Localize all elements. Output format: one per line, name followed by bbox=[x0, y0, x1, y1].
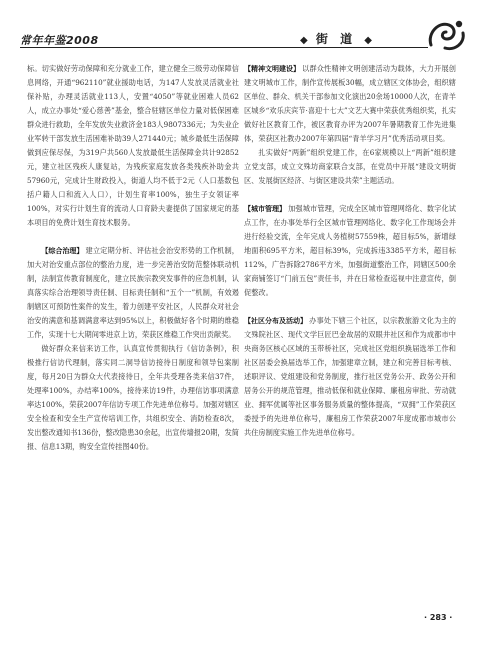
paragraph-text: 办事处下辖三个社区，以宗教旅游文化为主的文殊院社区、现代文学巨匠巴金故居的双眼井社区和作为成都市中央商务区核心区域的玉带桥社区，完成社区党组织换届选举工作和社区居委会换届选举工作，加强建章立制，建立和完善目标考核、述职评议、党组建设和党务制度，推行社区党务公开、政务公开和居务公开的规范管理，推动低保和就业保障、廉租房审批、劳动就业、拥军优属等社区事务服务质量的整体提高，“双拥”工作荣获区委授予的先进单位称号，廉租房工作荣获2007年度成都市城市公共住房制度实施工作先进单位称号。 bbox=[244, 316, 456, 437]
paragraph-petitions: 做好群众来信来访工作，认真宣传贯彻执行《信访条例》，积极推行信访代理制，落实同二洞导信访接待日制度和领导包案制度，每月20日为群众大代表接待日，全年共受理各类来信37件，处理率100%，办结率100%，接待来访19件，办理信访事项满意率达100%，荣获2007年信访专项工作先进单位称号。加强对辖区安全检查和安全生产宣传培训工作，共组织安全、消防检查8次，发出整改通知书136份，整改隐患30余起，出宣传墙报20期，发简报、信息13期，购安全宣传挂图40份。 bbox=[27, 344, 239, 451]
left-column bbox=[27, 62, 239, 454]
paragraph-text: 加强城市管理，完成全区城市管理网络化、数字化试点工作，在办事处举行全区城市管理网络化、数字化工作现场会并进行经验交流，全年完成人务植树57559株，超目标5%，新增绿地面积695平方米，超目标39%，完成拆违3385平方米，超目标112%，广告拆除2786平方米，加强街道整治工作，同辖区500余家商铺签订“门前五包”责任书，并在日常检查巡视中注意宣传，倒促整改。 bbox=[244, 204, 456, 297]
paragraph-community bbox=[244, 314, 456, 440]
section-title bbox=[300, 30, 372, 47]
right-column bbox=[244, 62, 456, 440]
page-header bbox=[0, 0, 480, 56]
paragraph-social-security: 标。切实做好劳动保障和充分就业工作，建立健全三级劳动保障信息网络，开通“962110”就业援助电话，为147人发放灵活就业社保补贴，办理灵活就业113人，安置“4050”等就业困难人员62人，成立办事处“爱心慈善”基金，整合驻辖区单位力量对低保困难群众进行救助，全年发放失业救济金183人9807336元；为失业企业军转干部发放生活困难补助39人271440元；城乡最低生活保障做到应保尽保，为319户共560人发放最低生活保障金共计92852元，建立社区残疾人康复站，为残疾家庭发放各类残疾补助金共57960元，完成计生财政投入，街道人均不低于2元（人口基数包括户籍人口和流入人口），计划生育率100%，独生子女领证率100%，对实行计划生育的流动人口育龄夫妻提供了国家规定的基本项目的免费计划生育技术服务。 bbox=[27, 64, 239, 227]
section-tag-comprehensive-governance: 【综合治理】 bbox=[41, 247, 84, 255]
diamond-left-icon: ◆ bbox=[300, 35, 308, 46]
paragraph-party-building: 扎实做好“两新”组织党建工作，在6家规模以上“两新”组织建立党支部，成立文殊坊商家联合支部，在党员中开展“建设文明街区、发展街区经济、与街区建设共荣”主题活动。 bbox=[244, 148, 456, 185]
paragraph-text: 建立定期分析、评估社会治安形势的工作机制，加大对治安重点部位的整治力度，进一步完善治安防范整体联动机制，法制宣传教育制度化，建立民族宗教突发事件的应急机制，认真落实综合治理领导责任制、目标责任制和“五个一”机制，有效遏制辖区可预防性案件的发生，着力创建平安社区，人民群众对社会治安的满意和基调满意率达到95%以上，积极做好各个时期的维稳工作，实现十七大期间零进京上访，荣获区维稳工作突出贡献奖。 bbox=[27, 246, 239, 339]
header-rule bbox=[20, 47, 428, 48]
paragraph-civilization bbox=[244, 62, 456, 146]
swirl-logo-icon bbox=[425, 15, 467, 55]
paragraph-text: 以群众性精神文明创建活动为载体，大力开展创建文明城市工作，制作宣传展板30幅，成立辖区文体协会，组织辖区单位、群众、机关干部参加文化演出20余场10000人次，在青羊区城乡“欢乐庆宾节·喜迎十七大”文艺大赛中荣获优秀组织奖，扎实做好社区教育工作，被区教育办评为2007年暑期教育工作先进集体，荣获区社教办2007年第四届“青羊学习月”优秀活动项目奖。 bbox=[244, 64, 456, 143]
yearbook-title: 常年年鉴2008 bbox=[20, 34, 99, 47]
diamond-right-icon: ◆ bbox=[364, 35, 372, 46]
paragraph-city-management bbox=[244, 202, 456, 300]
page-number: · 283 · bbox=[424, 613, 453, 622]
section-tag-community: 【社区分布及活动】 bbox=[244, 317, 307, 325]
section-tag-city-management: 【城市管理】 bbox=[244, 205, 286, 213]
section-tag-civilization: 【精神文明建设】 bbox=[244, 65, 300, 73]
section-label: 街 道 bbox=[315, 32, 357, 46]
paragraph-comprehensive-governance bbox=[27, 244, 239, 342]
